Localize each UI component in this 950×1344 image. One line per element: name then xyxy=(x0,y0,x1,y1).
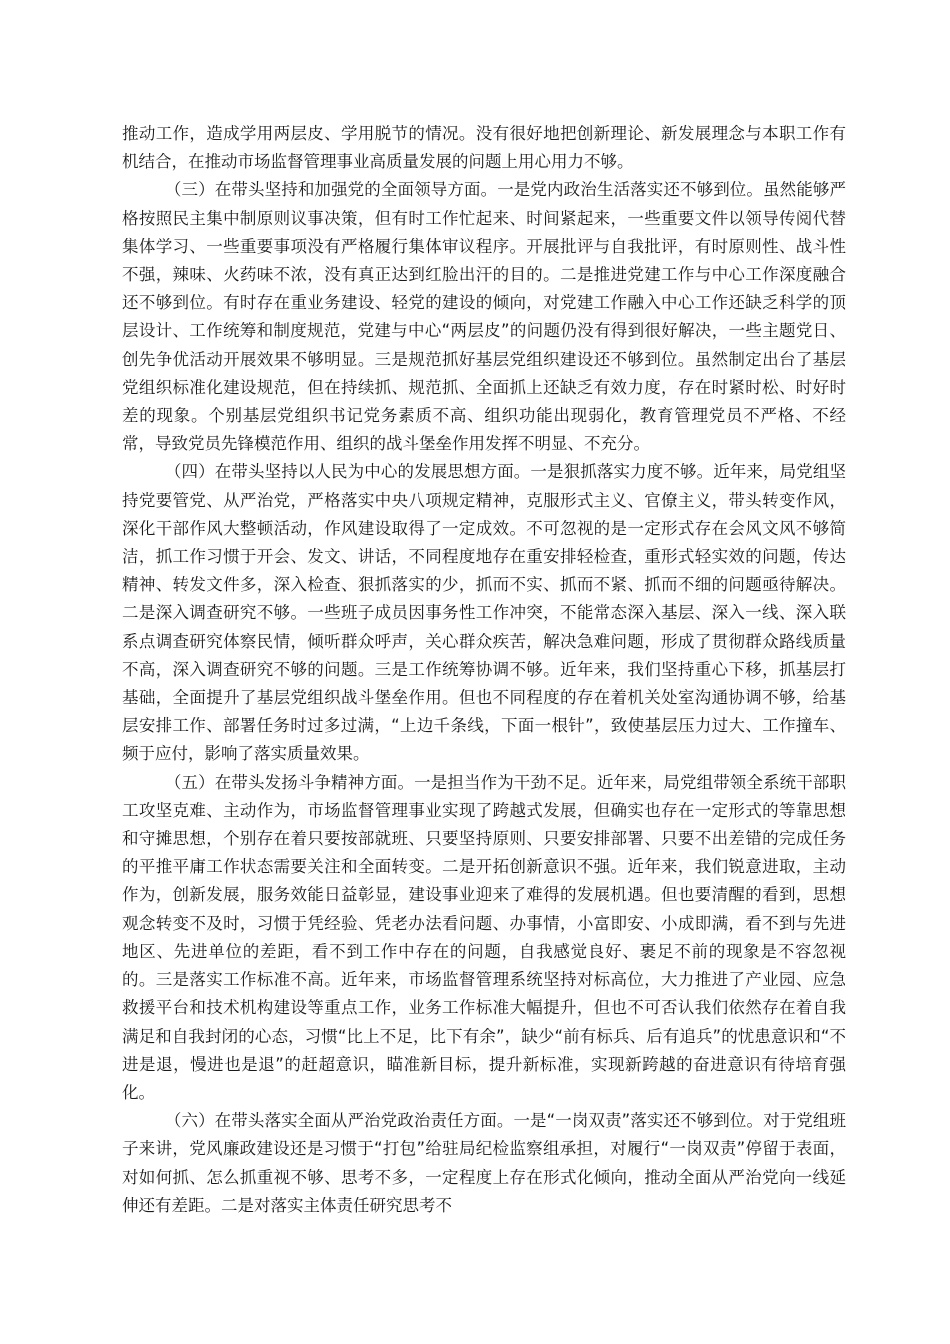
paragraph-section-3: （三）在带头坚持和加强党的全面领导方面。一是党内政治生活落实还不够到位。虽然能够严格按照民主集中制原则议事决策，但有时工作忙起来、时间紧起来，一些重要文件以领导传阅代替集体学习、一些重要事项没有严格履行集体审议程序。开展批评与自我批评，有时原则性、战斗性不强，辣味、火药味不浓，没有真正达到红脸出汗的目的。二是推进党建工作与中心工作深度融合还不够到位。有时存在重业务建设、轻党的建设的倾向，对党建工作融入中心工作还缺乏科学的顶层设计、工作统筹和制度规范，党建与中心“两层皮”的问题仍没有得到很好解决，一些主题党日、创先争优活动开展效果不够明显。三是规范抓好基层党组织建设还不够到位。虽然制定出台了基层党组织标准化建设规范，但在持续抓、规范抓、全面抓上还缺乏有效力度，存在时紧时松、时好时差的现象。个别基层党组织书记党务素质不高、组织功能出现弱化，教育管理党员不严格、不经常，导致党员先锋模范作用、组织的战斗堡垒作用发挥不明显、不充分。 xyxy=(122,180,846,454)
paragraph-continuation: 推动工作，造成学用两层皮、学用脱节的情况。没有很好地把创新理论、新发展理念与本职工作有机结合，在推动市场监督管理事业高质量发展的问题上用心用力不够。 xyxy=(122,124,846,172)
paragraph-section-5: （五）在带头发扬斗争精神方面。一是担当作为干劲不足。近年来，局党组带领全系统干部职工攻坚克难、主动作为，市场监督管理事业实现了跨越式发展，但确实也存在一定形式的等靠思想和守摊思想，个别存在着只要按部就班、只要坚持原则、只要安排部署、只要不出差错的完成任务的平推平庸工作状态需要关注和全面转变。二是开拓创新意识不强。近年来，我们锐意进取，主动作为，创新发展，服务效能日益彰显，建设事业迎来了难得的发展机遇。但也要清醒的看到，思想观念转变不及时，习惯于凭经验、凭老办法看问题、办事情，小富即安、小成即满，看不到与先进地区、先进单位的差距，看不到工作中存在的问题，自我感觉良好、裹足不前的现象是不容忽视的。三是落实工作标准不高。近年来，市场监督管理系统坚持对标高位，大力推进了产业园、应急救援平台和技术机构建设等重点工作，业务工作标准大幅提升，但也不可否认我们依然存在着自我满足和自我封闭的心态，习惯“比上不足，比下有余”，缺少“前有标兵、后有追兵”的忧患意识和“不进是退，慢进也是退”的赶超意识，瞄准新目标，提升新标准，实现新跨越的奋进意识有待培育强化。 xyxy=(122,772,846,1102)
document-page xyxy=(122,120,846,1220)
paragraph-section-4: （四）在带头坚持以人民为中心的发展思想方面。一是狠抓落实力度不够。近年来，局党组坚持党要管党、从严治党，严格落实中央八项规定精神，克服形式主义、官僚主义，带头转变作风，深化干部作风大整顿活动，作风建设取得了一定成效。不可忽视的是一定形式存在会风文风不够简洁，抓工作习惯于开会、发文、讲话，不同程度地存在重安排轻检查，重形式轻实效的问题，传达精神、转发文件多，深入检查、狠抓落实的少，抓而不实、抓而不紧、抓而不细的问题亟待解决。二是深入调查研究不够。一些班子成员因事务性工作冲突，不能常态深入基层、深入一线、深入联系点调查研究体察民情，倾听群众呼声，关心群众疾苦，解决急难问题，形成了贯彻群众路线质量不高，深入调查研究不够的问题。三是工作统筹协调不够。近年来，我们坚持重心下移，抓基层打基础，全面提升了基层党组织战斗堡垒作用。但也不同程度的存在着机关处室沟通协调不够，给基层安排工作、部署任务时过多过满，“上边千条线，下面一根针”，致使基层压力过大、工作撞车、频于应付，影响了落实质量效果。 xyxy=(122,462,846,764)
paragraph-section-6: （六）在带头落实全面从严治党政治责任方面。一是“一岗双责”落实还不够到位。对于党组班子来讲，党风廉政建设还是习惯于“打包”给驻局纪检监察组承担，对履行“一岗双责”停留于表面，对如何抓、怎么抓重视不够、思考不多，一定程度上存在形式化倾向，推动全面从严治党向一线延伸还有差距。二是对落实主体责任研究思考不 xyxy=(122,1111,846,1215)
